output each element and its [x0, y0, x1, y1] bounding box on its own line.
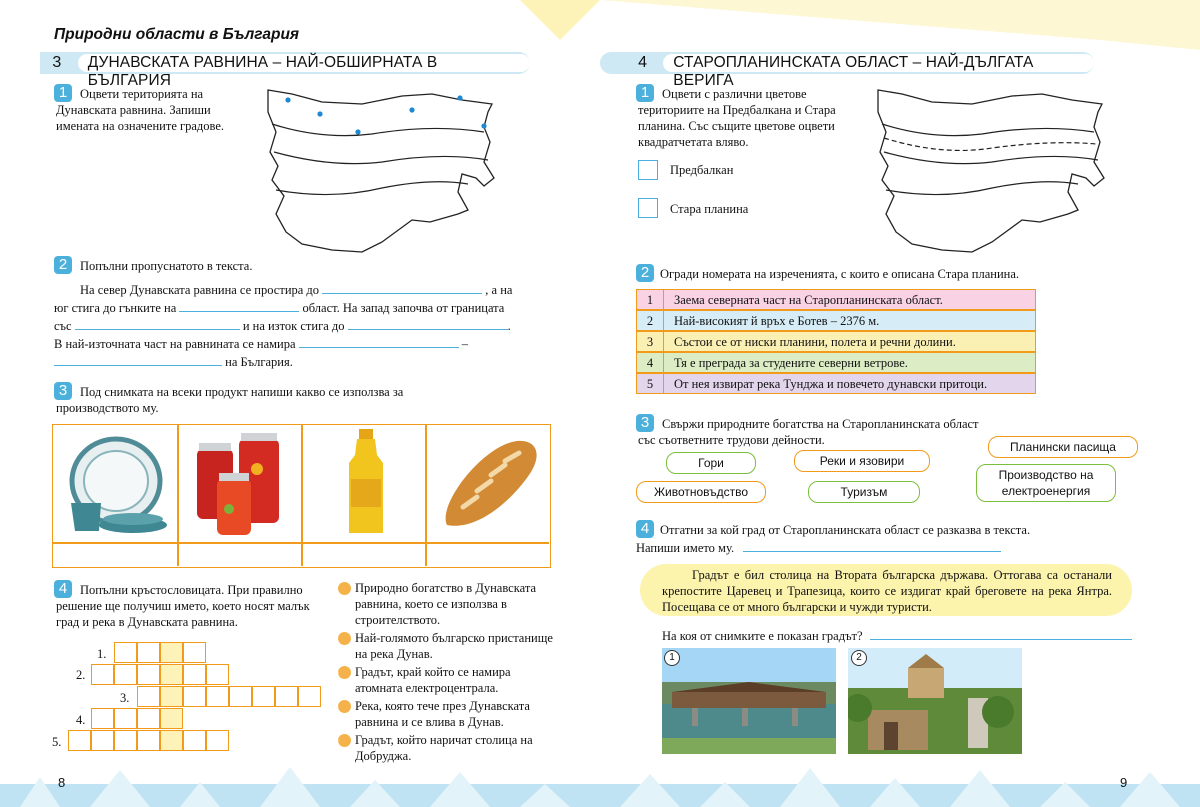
crossword-cell[interactable]: [91, 730, 114, 751]
row-label: 3.: [120, 691, 130, 705]
blank-line[interactable]: [75, 328, 240, 330]
statement-text: Тя е преграда за студените северни ветрове.: [674, 356, 908, 370]
photo-2-fortress[interactable]: [848, 648, 1022, 754]
clue-item: [333, 664, 556, 696]
map-stara-planina: [872, 82, 1112, 257]
statement-number[interactable]: 5: [637, 374, 664, 393]
task-4-badge: 4: [636, 520, 654, 538]
row-label: 1.: [97, 647, 107, 661]
crossword-cell[interactable]: [160, 686, 183, 707]
row-label: 2.: [76, 668, 86, 682]
clue-text: Градът, край който се намира атомната електроцентрала.: [355, 665, 511, 695]
crossword-cell[interactable]: [206, 686, 229, 707]
clue-number: 2: [338, 632, 351, 645]
crossword-cell[interactable]: [160, 664, 183, 685]
task-4-badge: 4: [54, 580, 72, 598]
statement-text: От нея извират река Тунджа и повечето дунавски притоци.: [674, 377, 988, 391]
clue-text: Река, която тече през Дунавската равнина и се влива в Дунав.: [355, 699, 530, 729]
page-number-left: 8: [58, 775, 66, 790]
page-title: Природни области в България: [54, 26, 300, 43]
crossword-cell[interactable]: [137, 642, 160, 663]
section-title: ДУНАВСКАТА РАВНИНА – НАЙ-ОБШИРНАТА В БЪЛГАРИЯ: [78, 54, 530, 72]
task-4-text: Попълни кръстословицата. При правилно решение ще получиш името, което носят малък град и река в Дунавската равнина.: [56, 583, 310, 629]
pill-forests[interactable]: Гори: [666, 452, 756, 474]
fill-text: , а на: [485, 283, 513, 297]
map-danube-plain: [262, 82, 502, 257]
section-title: СТАРОПЛАНИНСКАТА ОБЛАСТ – НАЙ-ДЪЛГАТА ВЕРИГА: [663, 54, 1094, 72]
fill-text: юг стига до гънките на: [54, 301, 177, 315]
photo-question-text: На коя от снимките е показан градът?: [662, 629, 863, 643]
crossword-clues: [333, 580, 556, 764]
pill-livestock[interactable]: Животновъдство: [636, 481, 766, 503]
crossword-cell[interactable]: [91, 664, 114, 685]
blank-line[interactable]: [299, 346, 459, 348]
clue-text: Градът, който наричат столица на Добруджа.: [355, 733, 533, 763]
photo-1-covered-bridge[interactable]: [662, 648, 836, 754]
products-grid: [52, 424, 551, 568]
crossword-cell[interactable]: [160, 708, 183, 729]
task-2-badge: 2: [636, 264, 654, 282]
task-4-text: Отгатни за кой град от Старопланинската област се разказва в текста.: [660, 523, 1031, 537]
crossword-cell[interactable]: [183, 664, 206, 685]
crossword-cell[interactable]: [183, 642, 206, 663]
bread-image: [433, 435, 545, 535]
crossword-cell[interactable]: [160, 642, 183, 663]
crossword-cell[interactable]: [252, 686, 275, 707]
clue-item: [333, 630, 556, 662]
crossword-cell[interactable]: [114, 730, 137, 751]
statement-row: [636, 331, 1036, 352]
task-2-line-4: [54, 336, 468, 352]
clue-number: 1: [338, 582, 351, 595]
statement-row: [636, 310, 1036, 331]
blank-line[interactable]: [348, 328, 508, 330]
pill-line: Производство на: [998, 468, 1094, 482]
row-label: 5.: [52, 735, 62, 749]
task-3-badge: 3: [54, 382, 72, 400]
statement-number[interactable]: 1: [637, 290, 664, 309]
photo-2-label: 2: [851, 650, 867, 666]
statement-row: [636, 352, 1036, 373]
crossword-cell[interactable]: [183, 686, 206, 707]
answer-line[interactable]: [743, 550, 1001, 552]
grid-divider: [425, 425, 427, 566]
section-4-banner: [600, 52, 1094, 89]
write-name-label: Напиши името му.: [636, 541, 735, 555]
fill-text: със: [54, 319, 72, 333]
blank-line[interactable]: [322, 292, 482, 294]
legend-label: Предбалкан: [670, 163, 734, 177]
task-2-line-3: [54, 318, 511, 334]
quote-box: [640, 564, 1132, 616]
statement-text: Заема северната част на Старопланинската област.: [674, 293, 943, 307]
crossword-cell[interactable]: [114, 708, 137, 729]
task-3-text: Под снимката на всеки продукт напиши какво се използва за производството му.: [56, 385, 404, 415]
grid-divider: [53, 542, 549, 544]
statement-text: Състои се от ниски планини, полета и речни долини.: [674, 335, 956, 349]
crossword-cell[interactable]: [206, 664, 229, 685]
clue-text: Най-голямото българско пристанище на река Дунав.: [355, 631, 553, 661]
statement-row: [636, 289, 1036, 310]
crossword-cell[interactable]: [298, 686, 321, 707]
crossword: [40, 636, 330, 756]
sunflower-oil-image: [337, 427, 397, 539]
grid-divider: [301, 425, 303, 566]
pill-line: електроенергия: [1001, 484, 1091, 498]
dishes-image: [61, 433, 171, 538]
crossword-cell[interactable]: [91, 708, 114, 729]
preserved-vegetables-image: [187, 429, 297, 539]
task-2-text: Огради номерата на изреченията, с които е описана Стара планина.: [660, 267, 1020, 281]
photo-1-label: 1: [664, 650, 680, 666]
task-2-badge: 2: [54, 256, 72, 274]
grid-divider: [177, 425, 179, 566]
section-number: 3: [52, 54, 62, 71]
pill-electricity-production[interactable]: [976, 464, 1116, 502]
crossword-cell[interactable]: [137, 664, 160, 685]
fill-text: На север Дунавската равнина се простира до: [80, 283, 320, 297]
task-3-text: Свържи природните богатства на Старопланинската област със съответните трудови дейности.: [638, 417, 979, 447]
row-label: 4.: [76, 713, 86, 727]
fill-text: В най-източната част на равнината се намира: [54, 337, 296, 351]
task-2-line-2: [54, 300, 504, 316]
page-number-right: 9: [1120, 775, 1128, 790]
task-2-line-5: [54, 354, 293, 370]
blank-line[interactable]: [179, 310, 299, 312]
statement-row: [636, 373, 1036, 394]
statement-number[interactable]: 3: [637, 332, 664, 351]
crossword-cell[interactable]: [229, 686, 252, 707]
crossword-cell[interactable]: [137, 708, 160, 729]
fill-text: .: [507, 319, 511, 333]
task-4-text-2: [636, 540, 1001, 556]
statement-number[interactable]: 4: [637, 353, 664, 372]
section-number: 4: [638, 54, 648, 71]
statement-text: Най-високият й връх е Ботев – 2376 м.: [674, 314, 880, 328]
clue-number: 5: [338, 734, 351, 747]
photo-question: [662, 628, 1132, 644]
crossword-cell[interactable]: [160, 730, 183, 751]
crossword-cell[interactable]: [275, 686, 298, 707]
quote-text: Градът е бил столица на Втората българска държава. Оттогава са останали крепостите Царевец и Трапезица, които се издигат край бреговете на река Янтра. Посещава се от много български и чужди туристи.: [662, 568, 1112, 614]
legend-square-stara-planina[interactable]: [638, 198, 658, 218]
task-1-text: Оцвети територията на Дунавската равнина. Запиши имената на означените градове.: [56, 87, 225, 133]
fill-text: област. На запад започва от границата: [302, 301, 505, 315]
crossword-cell[interactable]: [137, 686, 160, 707]
crossword-cell[interactable]: [206, 730, 229, 751]
clue-text: Природно богатство в Дунавската равнина, което се използва в строителството.: [355, 581, 536, 627]
legend-label: Стара планина: [670, 202, 749, 216]
crossword-cell[interactable]: [68, 730, 91, 751]
blank-line[interactable]: [54, 364, 222, 366]
clue-item: [333, 732, 556, 764]
fill-text: –: [461, 337, 469, 351]
clue-item: [333, 580, 556, 628]
section-3-banner: [40, 52, 530, 89]
task-1-badge: 1: [636, 84, 654, 102]
pill-mountain-pastures[interactable]: Планински пасища: [988, 436, 1138, 458]
clue-number: 4: [338, 700, 351, 713]
fill-text: и на изток стига до: [242, 319, 345, 333]
task-1-text: Оцвети с различни цветове териториите на Предбалкана и Стара планина. Със същите цветове оцвети квадратчетата вляво.: [638, 87, 836, 149]
task-2-title: Попълни пропуснатото в текста.: [80, 259, 253, 273]
legend-square-predbalkan[interactable]: [638, 160, 658, 180]
fill-text: на България.: [225, 355, 293, 369]
bottom-stars-decoration: [0, 762, 1200, 807]
task-2-line-1: [80, 282, 512, 298]
clue-item: [333, 698, 556, 730]
task-3-badge: 3: [636, 414, 654, 432]
statement-number[interactable]: 2: [637, 311, 664, 330]
pill-tourism[interactable]: Туризъм: [808, 481, 920, 503]
crossword-cell[interactable]: [137, 730, 160, 751]
task-1-badge: 1: [54, 84, 72, 102]
crossword-cell[interactable]: [183, 730, 206, 751]
answer-line[interactable]: [870, 638, 1132, 640]
pill-rivers-dams[interactable]: Реки и язовири: [794, 450, 930, 472]
crossword-cell[interactable]: [114, 642, 137, 663]
crossword-cell[interactable]: [114, 664, 137, 685]
clue-number: 3: [338, 666, 351, 679]
